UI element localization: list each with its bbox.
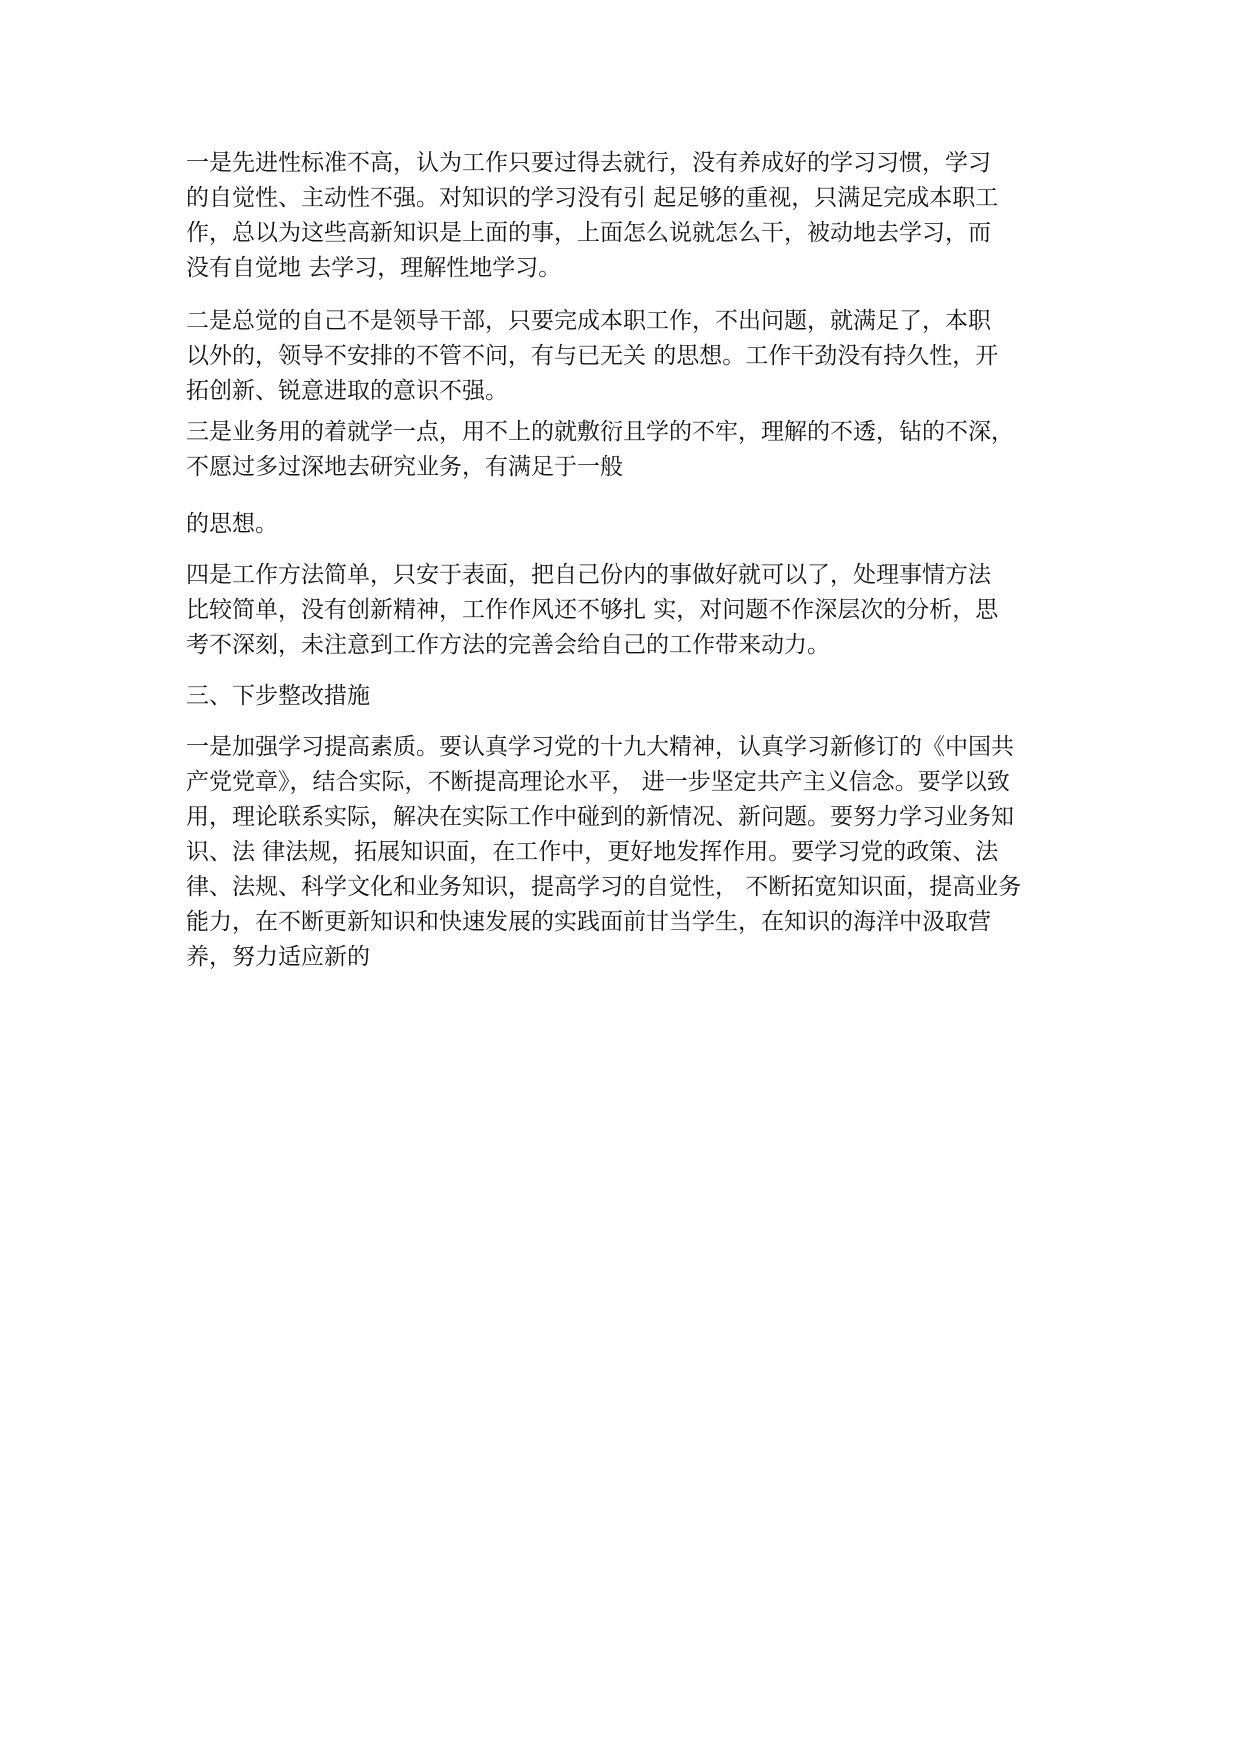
paragraph-line: 二是总觉的自己不是领导干部，只要完成本职工作，不出问题，就满足了，本职 [186,308,991,334]
paragraph-line: 拓创新、锐意进取的意识不强。 [186,378,508,404]
paragraph-line: 识、法 律法规，拓展知识面，在工作中，更好地发挥作用。要学习党的政策、法 [186,839,999,865]
paragraph-line: 考不深刻，未注意到工作方法的完善会给自己的工作带来动力。 [186,632,830,658]
paragraph-line: 的思想。 [186,511,278,537]
paragraph-line: 的自觉性、主动性不强。对知识的学习没有引 起足够的重视，只满足完成本职工 [186,185,999,211]
paragraph-line: 以外的，领导不安排的不管不问，有与已无关 的思想。工作干劲没有持久性，开 [186,343,999,369]
paragraph-5 [186,558,1066,663]
paragraph-line: 没有自觉地 去学习，理解性地学习。 [186,255,562,281]
paragraph-line: 一是先进性标准不高，认为工作只要过得去就行，没有养成好的学习习惯，学习 [186,150,991,176]
section-heading [186,679,1066,714]
paragraph-line: 养，努力适应新的 [186,944,370,970]
paragraph-1 [186,146,1066,286]
paragraph-line: 四是工作方法简单，只安于表面，把自己份内的事做好就可以了，处理事情方法 [186,562,991,588]
paragraph-3 [186,415,1066,485]
heading-line: 三、下步整改措施 [186,683,370,709]
paragraph-line: 不愿过多过深地去研究业务，有满足于一般 [186,454,623,480]
paragraph-line: 能力，在不断更新知识和快速发展的实践面前甘当学生，在知识的海洋中汲取营 [186,909,991,935]
paragraph-line: 三是业务用的着就学一点，用不上的就敷衍且学的不牢，理解的不透，钻的不深， [186,419,1014,445]
paragraph-line: 用，理论联系实际，解决在实际工作中碰到的新情况、新问题。要努力学习业务知 [186,804,1014,830]
paragraph-line: 比较简单，没有创新精神，工作作风还不够扎 实，对问题不作深层次的分析，思 [186,597,999,623]
paragraph-2 [186,304,1066,409]
paragraph-line: 作，总以为这些高新知识是上面的事，上面怎么说就怎么干，被动地去学习，而 [186,220,991,246]
document-body [186,146,1066,975]
paragraph-4 [186,507,1066,542]
paragraph-line: 律、法规、科学文化和业务知识，提高学习的自觉性， 不断拓宽知识面，提高业务 [186,874,1022,900]
paragraph-7 [186,730,1066,975]
paragraph-line: 产党党章》，结合实际，不断提高理论水平， 进一步坚定共产主义信念。要学以致 [186,769,1010,795]
paragraph-line: 一是加强学习提高素质。要认真学习党的十九大精神，认真学习新修订的《中国共 [186,734,1014,760]
